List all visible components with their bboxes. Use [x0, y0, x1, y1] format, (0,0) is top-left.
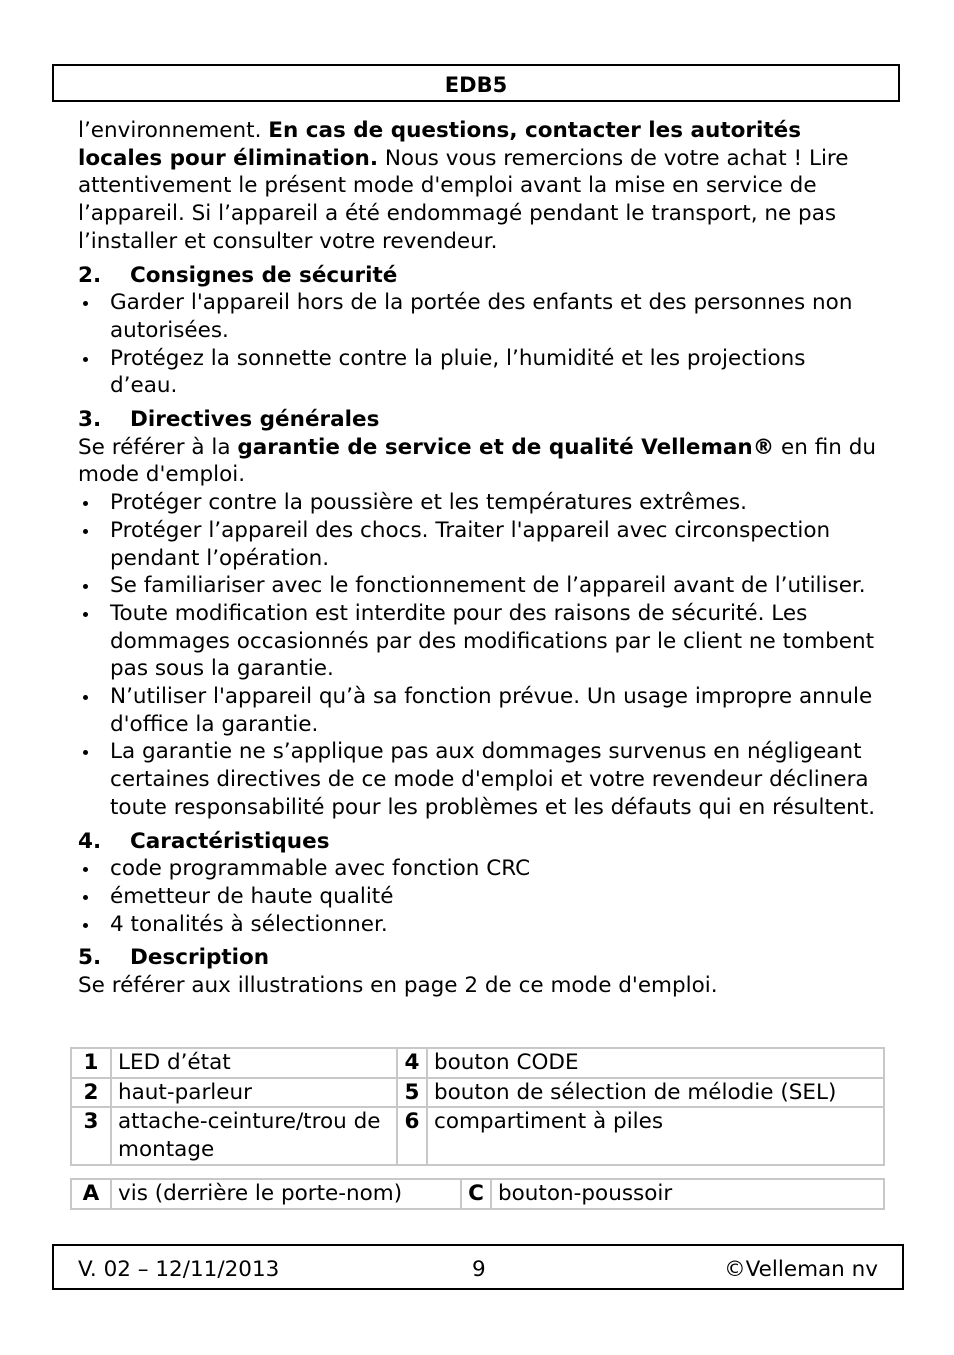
guidelines-intro-pre: Se référer à la [78, 434, 238, 460]
section-title-guidelines [78, 406, 878, 434]
part-label: compartiment à piles [427, 1107, 884, 1164]
list-item: Protéger l’appareil des chocs. Traiter l'appareil avec circonspection pendant l’opération. [78, 517, 878, 572]
intro-bold: En cas de questions, contacter les autorités locales pour élimination. [78, 118, 802, 171]
list-item: Garder l'appareil hors de la portée des enfants et des personnes non autorisées. [78, 289, 878, 344]
description-intro: Se référer aux illustrations en page 2 de ce mode d'emploi. [78, 973, 718, 999]
part-label: attache-ceinture/trou de montage [111, 1107, 397, 1164]
section-title-description [78, 944, 878, 972]
section-number: 5. [78, 945, 102, 971]
guidelines-intro-bold: garantie de service et de qualité Velleman® [237, 434, 775, 460]
part-number: A [71, 1179, 111, 1209]
part-number: 5 [397, 1078, 427, 1108]
intro-text-1: l’environnement. [78, 118, 269, 143]
section-title-text: Directives générales [130, 407, 380, 433]
footer-page-number: 9 [472, 1257, 486, 1282]
list-item: Protéger contre la poussière et les températures extrêmes. [78, 489, 878, 517]
parts-table [70, 1047, 885, 1166]
part-label: vis (derrière le porte-nom) [111, 1179, 461, 1209]
footer-copyright: ©Velleman nv [724, 1257, 878, 1282]
document-title: EDB5 [444, 73, 508, 97]
table-row [71, 1107, 884, 1164]
section-title-text: Caractéristiques [130, 828, 330, 854]
list-item: La garantie ne s’applique pas aux dommages survenus en négligeant certaines directives de ce mode d'emploi et votre revendeur déclinera toute responsabilité pour les problèmes et les défauts qui en résultent. [78, 738, 878, 821]
part-number: 3 [71, 1107, 111, 1164]
safety-list [78, 289, 878, 400]
table-row [71, 1078, 884, 1108]
part-number: 6 [397, 1107, 427, 1164]
section-title-features [78, 828, 878, 856]
section-number: 2. [78, 262, 102, 288]
part-number: 2 [71, 1078, 111, 1108]
intro-text-2: Nous vous remercions de votre achat ! Lire attentivement le présent mode d'emploi avant la mise en service de l’appareil. Si l’appareil a été endommagé pendant le transport, ne pas l’installer et consulter votre revendeur. [78, 145, 849, 254]
section-number: 3. [78, 407, 102, 433]
part-label: bouton de sélection de mélodie (SEL) [427, 1078, 884, 1108]
list-item: Se familiariser avec le fonctionnement de l’appareil avant de l’utiliser. [78, 572, 878, 600]
list-item: émetteur de haute qualité [78, 883, 878, 911]
part-label: haut-parleur [111, 1078, 397, 1108]
part-label: bouton CODE [427, 1048, 884, 1078]
list-item: N’utiliser l'appareil qu’à sa fonction prévue. Un usage impropre annule d'office la garantie. [78, 683, 878, 738]
footer-version: V. 02 – 12/11/2013 [78, 1257, 280, 1282]
section-title-text: Description [130, 945, 270, 971]
parts-table-2 [70, 1178, 885, 1210]
part-label: LED d’état [111, 1048, 397, 1078]
part-number: C [461, 1179, 491, 1209]
table-row [71, 1179, 884, 1209]
section-number: 4. [78, 828, 102, 854]
list-item: Toute modification est interdite pour des raisons de sécurité. Les dommages occasionnés par des modifications par le client ne tombent pas sous la garantie. [78, 600, 878, 683]
guidelines-intro-post: en fin du mode d'emploi. [78, 434, 877, 488]
part-number: 1 [71, 1048, 111, 1078]
section-title-text: Consignes de sécurité [130, 262, 398, 288]
features-list [78, 855, 878, 938]
section-title-safety [78, 262, 878, 290]
list-item: code programmable avec fonction CRC [78, 855, 878, 883]
guidelines-list [78, 489, 878, 821]
page-header [52, 64, 900, 102]
page-content [78, 117, 878, 1000]
part-number: 4 [397, 1048, 427, 1078]
table-row [71, 1048, 884, 1078]
page-footer [52, 1244, 904, 1290]
guidelines-intro [78, 434, 878, 489]
list-item: 4 tonalités à sélectionner. [78, 911, 878, 939]
part-label: bouton-poussoir [491, 1179, 884, 1209]
intro-paragraph [78, 117, 878, 256]
list-item: Protégez la sonnette contre la pluie, l’humidité et les projections d’eau. [78, 345, 878, 400]
